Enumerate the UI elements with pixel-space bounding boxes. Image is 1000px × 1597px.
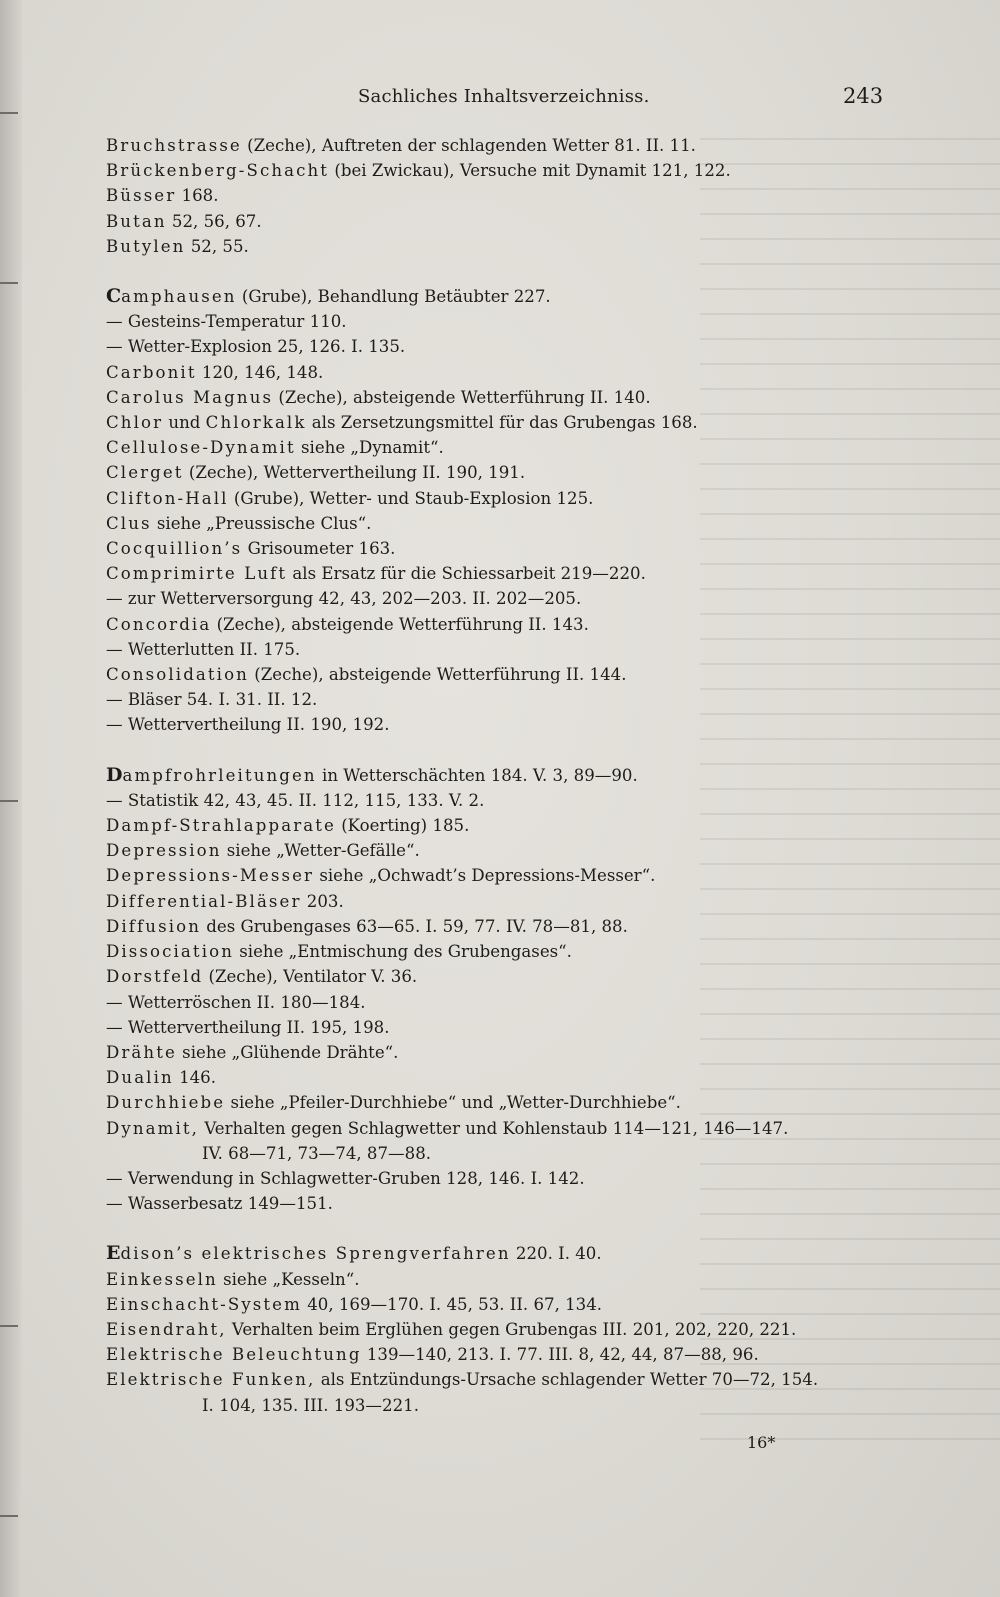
entry-text: Grisoumeter 163. <box>242 539 396 559</box>
entry-keyword: Einschacht-System <box>106 1294 302 1314</box>
index-entry <box>106 1166 906 1191</box>
index-entry <box>106 1267 906 1292</box>
entry-text: 203. <box>301 891 344 911</box>
index-entry <box>106 889 906 914</box>
index-entry <box>106 990 906 1015</box>
entry-keyword: Chlor <box>106 413 164 433</box>
entry-text: siehe „Preussische Clus“. <box>151 513 372 533</box>
entry-keyword: Bruchstrasse <box>106 136 242 155</box>
entry-text: (Zeche), absteigende Wetterführung II. 143. <box>211 614 589 634</box>
entry-text: — Wetterröschen II. 180—184. <box>106 992 366 1012</box>
index-entry <box>106 284 906 309</box>
index-entry <box>106 1292 906 1317</box>
running-header <box>0 86 1000 114</box>
section-initial: D <box>106 763 123 786</box>
entry-text: — zur Wetterversorgung 42, 43, 202—203. II. 202—205. <box>106 589 582 609</box>
entry-text: siehe „Glühende Drähte“. <box>176 1042 399 1062</box>
index-entry <box>106 914 906 939</box>
page-number: 243 <box>843 84 884 108</box>
entry-keyword: dison’s elektrisches Sprengverfahren <box>120 1244 511 1264</box>
entry-text: siehe „Kesseln“. <box>217 1269 360 1289</box>
index-entry <box>106 964 906 989</box>
entry-keyword: Concordia <box>106 614 212 634</box>
entry-keyword: Dissociation <box>106 942 234 962</box>
entry-text: (Zeche), Auftreten der schlagenden Wetter 81. II. 11. <box>241 136 696 155</box>
entry-text: Verhalten gegen Schlagwetter und Kohlenstaub 114—121, 146—147. <box>199 1118 789 1138</box>
entry-continuation: IV. 68—71, 73—74, 87—88. <box>202 1143 432 1163</box>
index-entry <box>106 763 906 788</box>
gutter-mark <box>0 1515 18 1517</box>
index-entry <box>106 1241 906 1266</box>
entry-text: — Bläser 54. I. 31. II. 12. <box>106 690 318 710</box>
entry-keyword: Einkesseln <box>106 1269 218 1289</box>
section-gap <box>106 738 906 763</box>
entry-text: — Wettervertheilung II. 190, 192. <box>106 715 390 735</box>
index-entry <box>106 662 906 687</box>
index-entry <box>106 1116 906 1141</box>
entry-text: Verhalten beim Erglühen gegen Grubengas III. 201, 202, 220, 221. <box>226 1319 797 1339</box>
entry-keyword: Depressions-Messer <box>106 866 315 886</box>
index-entries <box>106 133 906 1418</box>
entry-keyword: Clerget <box>106 463 184 483</box>
index-entry <box>106 612 906 637</box>
entry-text: 220. I. 40. <box>510 1244 602 1264</box>
gutter-mark <box>0 1325 18 1327</box>
index-entry <box>106 209 906 234</box>
entry-keyword: Brückenberg-Schacht <box>106 161 330 181</box>
index-entry <box>106 158 906 183</box>
entry-keyword: Differential-Bläser <box>106 891 302 911</box>
entry-keyword: Depression <box>106 841 222 861</box>
entry-keyword: Dorstfeld <box>106 967 204 987</box>
index-entry <box>106 1191 906 1216</box>
index-entry <box>106 687 906 712</box>
index-entry <box>106 838 906 863</box>
entry-keyword: Büsser <box>106 186 177 206</box>
entry-text: siehe „Ochwadt’s Depressions-Messer“. <box>314 866 656 886</box>
index-entry <box>106 133 906 158</box>
index-entry <box>106 1393 906 1418</box>
index-entry <box>106 511 906 536</box>
entry-text: 52, 56, 67. <box>166 211 262 231</box>
entry-keyword: Chlorkalk <box>205 413 307 433</box>
entry-text: und <box>163 413 206 433</box>
entry-text: — Wetterlutten II. 175. <box>106 639 301 659</box>
entry-keyword: Dampf-Strahlapparate <box>106 816 336 836</box>
entry-keyword: Durchhiebe <box>106 1093 226 1113</box>
entry-keyword: Dualin <box>106 1068 174 1088</box>
index-entry <box>106 813 906 838</box>
index-entry <box>106 637 906 662</box>
signature-mark: 16* <box>747 1433 776 1452</box>
entry-text: — Gesteins-Temperatur 110. <box>106 312 347 332</box>
entry-keyword: Eisendraht, <box>106 1319 227 1339</box>
entry-keyword: amphausen <box>121 287 237 307</box>
entry-keyword: Elektrische Funken, <box>106 1370 316 1390</box>
gutter-mark <box>0 800 18 802</box>
entry-text: (Koerting) 185. <box>335 816 470 836</box>
index-entry <box>106 1317 906 1342</box>
gutter-mark <box>0 282 18 284</box>
entry-text: 139—140, 213. I. 77. III. 8, 42, 44, 87—88, 96. <box>361 1345 759 1365</box>
entry-text: siehe „Wetter-Gefälle“. <box>221 841 420 861</box>
entry-text: (Zeche), absteigende Wetterführung II. 140. <box>273 387 651 407</box>
index-entry <box>106 486 906 511</box>
entry-keyword: Diffusion <box>106 916 201 936</box>
index-entry <box>106 863 906 888</box>
entry-text: 120, 146, 148. <box>196 362 324 382</box>
entry-text: — Wettervertheilung II. 195, 198. <box>106 1017 390 1037</box>
index-entry <box>106 1065 906 1090</box>
section-gap <box>106 259 906 284</box>
entry-text: 168. <box>176 186 219 206</box>
entry-keyword: Clifton-Hall <box>106 488 229 508</box>
entry-text: (bei Zwickau), Versuche mit Dynamit 121, 122. <box>329 161 731 181</box>
entry-text: als Ersatz für die Schiessarbeit 219—220. <box>287 564 646 584</box>
index-entry <box>106 561 906 586</box>
entry-text: (Grube), Wetter- und Staub-Explosion 125. <box>228 488 594 508</box>
index-entry <box>106 234 906 259</box>
index-entry <box>106 183 906 208</box>
entry-keyword: Elektrische Beleuchtung <box>106 1345 362 1365</box>
index-entry <box>106 1090 906 1115</box>
entry-keyword: Cocquillion’s <box>106 539 243 559</box>
index-entry <box>106 788 906 813</box>
entry-text: siehe „Entmischung des Grubengases“. <box>233 942 572 962</box>
index-entry <box>106 586 906 611</box>
entry-keyword: Carolus Magnus <box>106 387 274 407</box>
index-entry <box>106 385 906 410</box>
index-entry <box>106 460 906 485</box>
entry-keyword: Dynamit, <box>106 1118 200 1138</box>
index-entry <box>106 1367 906 1392</box>
entry-text: (Zeche), absteigende Wetterführung II. 144. <box>248 665 627 685</box>
section-gap <box>106 1216 906 1241</box>
entry-keyword: Butylen <box>106 236 186 256</box>
entry-keyword: Comprimirte Luft <box>106 564 288 584</box>
entry-text: siehe „Dynamit“. <box>295 438 444 458</box>
index-entry <box>106 1040 906 1065</box>
entry-keyword: Butan <box>106 211 167 231</box>
entry-keyword: Cellulose-Dynamit <box>106 438 296 458</box>
index-entry <box>106 1342 906 1367</box>
running-title: Sachliches Inhaltsverzeichniss. <box>358 86 650 107</box>
entry-text: 52, 55. <box>185 236 249 256</box>
index-entry <box>106 360 906 385</box>
entry-text: als Zersetzungsmittel für das Grubengas 168. <box>306 413 698 433</box>
entry-text: siehe „Pfeiler-Durchhiebe“ und „Wetter-Durchhiebe“. <box>225 1093 681 1113</box>
index-entry <box>106 334 906 359</box>
entry-text: — Verwendung in Schlagwetter-Gruben 128, 146. I. 142. <box>106 1168 585 1188</box>
section-initial: C <box>106 285 122 308</box>
entry-text: (Zeche), Ventilator V. 36. <box>203 967 418 987</box>
entry-text: — Wasserbesatz 149—151. <box>106 1194 333 1214</box>
entry-keyword: Consolidation <box>106 665 249 685</box>
entry-text: 40, 169—170. I. 45, 53. II. 67, 134. <box>301 1294 603 1314</box>
index-entry <box>106 1141 906 1166</box>
entry-keyword: Drähte <box>106 1042 177 1062</box>
index-entry <box>106 939 906 964</box>
entry-text: des Grubengases 63—65. I. 59, 77. IV. 78—81, 88. <box>200 916 628 936</box>
entry-keyword: Carbonit <box>106 362 197 382</box>
binding-gutter <box>0 0 22 1597</box>
index-entry <box>106 309 906 334</box>
entry-continuation: I. 104, 135. III. 193—221. <box>202 1395 419 1415</box>
entry-text: in Wetterschächten 184. V. 3, 89—90. <box>316 765 638 785</box>
index-entry <box>106 1015 906 1040</box>
entry-text: (Grube), Behandlung Betäubter 227. <box>236 287 551 307</box>
entry-keyword: ampfrohrleitungen <box>122 765 317 785</box>
index-entry <box>106 435 906 460</box>
entry-text: — Wetter-Explosion 25, 126. I. 135. <box>106 337 406 357</box>
entry-text: (Zeche), Wettervertheilung II. 190, 191. <box>183 463 526 483</box>
entry-keyword: Clus <box>106 513 152 533</box>
entry-text: — Statistik 42, 43, 45. II. 112, 115, 133. V. 2. <box>106 790 485 810</box>
entry-text: 146. <box>173 1068 217 1088</box>
index-entry <box>106 712 906 737</box>
index-entry <box>106 536 906 561</box>
entry-text: als Entzündungs-Ursache schlagender Wetter 70—72, 154. <box>315 1370 819 1390</box>
section-initial: E <box>106 1242 121 1265</box>
index-entry <box>106 410 906 435</box>
